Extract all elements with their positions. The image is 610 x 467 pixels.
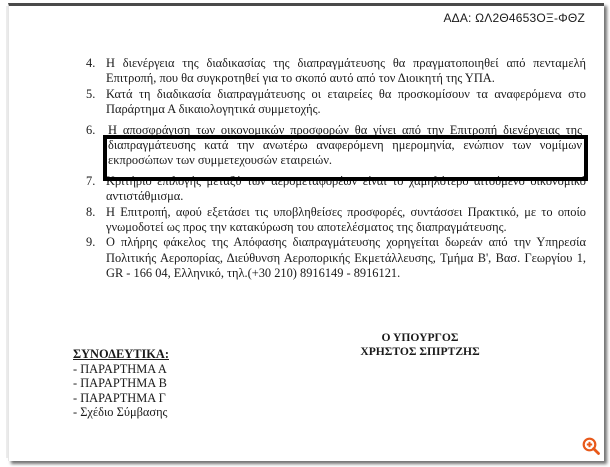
attachment-item: - Σχέδιο Σύμβασης [73,405,168,420]
clause-text: Κριτήριο επιλογής μεταξύ των αερομεταφορέων είναι το χαμηλότερο αιτούμενο οικονομικό αντιστάθμισμα. [106,173,586,204]
clause-number: 9. [86,235,96,250]
attachment-item: - ΠΑΡΑΡΤΗΜΑ Α [73,361,167,376]
ada-code: ΑΔΑ: ΩΛ2Θ4653ΟΞ-ΦΘΖ [443,11,585,25]
attachments-heading: ΣΥΝΟΔΕΥΤΙΚΑ: [73,347,169,361]
clause-8 [86,205,586,236]
clause-9 [86,235,586,281]
attachment-item: - ΠΑΡΑΡΤΗΜΑ Β [73,376,167,391]
signature-block [345,331,495,360]
clause-number: 8. [86,204,96,219]
clause-4 [86,56,586,87]
clause-text: Κατά τη διαδικασία διαπραγμάτευσης οι εταιρείες θα προσκομίσουν τα αναφερόμενα στο Παράρτημα Α δικαιολογητικά συμμετοχής. [106,86,586,117]
clause-text: Η αποσφράγιση των οικονομικών προσφορών θα γίνει από την Επιτροπή διενέργειας της διαπραγμάτευσης κατά την ανωτέρω αναφερόμενη ημερομηνία, ενώπιον των νομίμων εκπροσώπων των συμμετεχουσών εταιρειών. [108,122,582,168]
clause-number: 5. [86,86,96,101]
attachment-item: - ΠΑΡΑΡΤΗΜΑ Γ [73,390,166,405]
zoom-in-button[interactable] [582,437,600,455]
clause-number: 4. [86,56,96,70]
clause-number: 7. [86,173,96,188]
signature-title: Ο ΥΠΟΥΡΓΟΣ [381,331,459,344]
clause-7 [86,174,586,205]
clause-text: Η διενέργεια της διαδικασίας της διαπραγμάτευσης θα πραγματοποιηθεί από πενταμελή Επιτροπή, που θα συγκροτηθεί για το σκοπό αυτό από τον Διοικητή της ΥΠΑ. [106,56,586,86]
clause-text: Η Επιτροπή, αφού εξετάσει τις υποβληθείσες προσφορές, συντάσσει Πρακτικό, με το οποίο γνωμοδοτεί ως προς την κατακύρωση του αποτελέσματος της διαπραγμάτευσης. [106,204,586,235]
attachments-section [73,347,169,420]
clause-5 [86,87,586,118]
clause-number: 6. [86,122,96,137]
numbered-clauses [86,56,586,282]
signature-name: ΧΡΗΣΤΟΣ ΣΠΙΡΤΖΗΣ [360,345,480,359]
clause-6 [86,123,586,169]
clause-text: Ο πλήρης φάκελος της Απόφασης διαπραγμάτευσης χορηγείται δωρεάν από την Υπηρεσία Πολιτικής Αεροπορίας, Διεύθυνση Αεροπορικής Εκμετάλλευσης, Τμήμα Β', Βασ. Γεωργίου 1, GR - 166 04, Ελληνικό, τηλ.(+30 210) 8916149 - 8916121. [106,235,586,281]
zoom-in-icon [582,437,600,455]
